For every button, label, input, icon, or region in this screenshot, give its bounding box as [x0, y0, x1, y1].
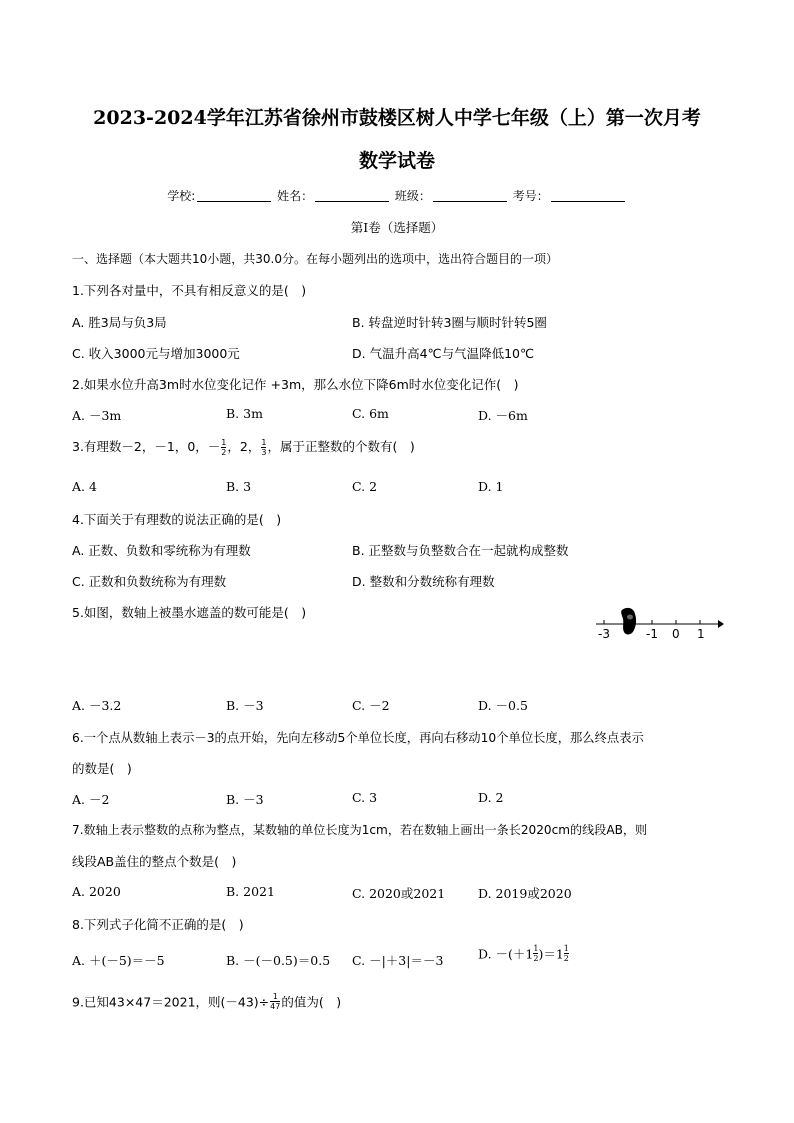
q3-stem-part-a: 3.有理数－2，－1，0，－ — [72, 439, 221, 454]
question-4-stem: 4.下面关于有理数的说法正确的是( ) — [72, 512, 282, 527]
q4-option-d: D. 整数和分数统称有理数 — [352, 574, 495, 589]
q3-fraction-2: $\frac{1}{3}$ — [261, 438, 267, 457]
q6-option-d: D. 2 — [478, 790, 504, 805]
q7-option-c: C. 2020或2021 — [352, 886, 446, 901]
q1-option-a: A. 胜3局与负3局 — [72, 315, 167, 330]
q5-option-b: B. －3 — [226, 698, 264, 713]
axis-label-neg1: -1 — [646, 627, 658, 641]
number-blank[interactable] — [551, 189, 625, 202]
question-1-stem: 1.下列各对量中，不具有相反意义的是( ) — [72, 283, 307, 298]
q1-option-c: C. 收入3000元与增加3000元 — [72, 346, 240, 361]
q4-option-c: C. 正数和负数统称为有理数 — [72, 574, 227, 589]
q8-option-d — [478, 944, 569, 963]
q4-option-b: B. 正整数与负整数合在一起就构成整数 — [352, 543, 569, 558]
class-blank[interactable] — [433, 189, 507, 202]
question-7-stem-line1: 7.数轴上表示整数的点称为整点，某数轴的单位长度为1cm，若在数轴上画出一条长2020cm的线段AB，则 — [72, 823, 648, 837]
q3-option-c: C. 2 — [352, 479, 378, 494]
q9-stem-part-b: 的值为( ) — [281, 994, 342, 1010]
question-6-stem-line1: 6.一个点从数轴上表示－3的点开始，先向左移动5个单位长度，再向右移动10个单位长度，那么终点表示 — [72, 731, 644, 745]
question-7-stem-line2: 线段AB盖住的整点个数是( ) — [72, 854, 237, 869]
q5-option-a: A. －3.2 — [72, 698, 122, 713]
question-8-stem: 8.下列式子化简不正确的是( ) — [72, 917, 244, 932]
axis-label-neg3: -3 — [598, 627, 610, 641]
q3-option-a: A. 4 — [72, 479, 97, 494]
q8-option-a: A. ＋(－5)＝－5 — [72, 953, 165, 968]
q7-option-d: D. 2019或2020 — [478, 886, 572, 901]
q2-option-a: A. －3m — [72, 408, 122, 423]
q5-option-d: D. －0.5 — [478, 698, 528, 713]
q8-d-part-b: )＝1 — [538, 946, 564, 962]
question-9-stem — [72, 992, 341, 1011]
question-3-stem — [72, 437, 415, 457]
q2-option-b: B. 3m — [226, 406, 263, 421]
q3-stem-part-c: ，属于正整数的个数有( ) — [267, 439, 415, 454]
q7-option-a: A. 2020 — [72, 884, 121, 899]
section-heading: 一、选择题（本大题共10小题，共30.0分。在每小题列出的选项中，选出符合题目的一项） — [72, 252, 558, 266]
q8-d-fraction-1: $\frac{1}{2}$ — [533, 944, 539, 963]
q1-option-b: B. 转盘逆时针转3圈与顺时针转5圈 — [352, 315, 547, 330]
q5-option-c: C. －2 — [352, 698, 390, 713]
number-label: 考号： — [512, 189, 549, 203]
q2-option-d: D. －6m — [478, 408, 528, 423]
q3-fraction-1: $\frac{1}{2}$ — [221, 438, 227, 457]
number-line-arrow — [718, 620, 724, 628]
q3-stem-part-b: ，2， — [227, 439, 261, 454]
q6-option-a: A. －2 — [72, 792, 110, 807]
ink-blot-highlight — [627, 615, 633, 620]
question-2-stem: 2.如果水位升高3m时水位变化记作 +3m，那么水位下降6m时水位变化记作( ) — [72, 377, 519, 392]
axis-label-1: 1 — [697, 627, 705, 641]
name-blank[interactable] — [315, 189, 389, 202]
ink-blot-icon — [621, 608, 636, 635]
school-blank[interactable] — [197, 189, 271, 202]
q8-d-fraction-2: $\frac{1}{2}$ — [563, 944, 569, 963]
name-label: 姓名： — [277, 189, 314, 203]
q3-option-d: D. 1 — [478, 479, 504, 494]
q6-option-c: C. 3 — [352, 790, 378, 805]
q9-fraction: $\frac{1}{47}$ — [270, 992, 281, 1011]
q4-option-a: A. 正数、负数和零统称为有理数 — [72, 543, 251, 558]
q1-option-d: D. 气温升高4℃与气温降低10℃ — [352, 346, 535, 361]
axis-label-0: 0 — [672, 627, 680, 641]
q2-option-c: C. 6m — [352, 406, 389, 421]
student-info-line — [0, 187, 794, 204]
question-5-stem: 5.如图，数轴上被墨水遮盖的数可能是( ) — [72, 605, 307, 620]
exam-title-line1: 2023-2024学年江苏省徐州市鼓楼区树人中学七年级（上）第一次月考 — [93, 107, 701, 129]
question-6-stem-line2: 的数是( ) — [72, 761, 132, 776]
q8-option-c: C. －|＋3|＝－3 — [352, 953, 444, 968]
exam-title-line2: 数学试卷 — [358, 150, 435, 172]
q3-option-b: B. 3 — [226, 479, 252, 494]
school-label: 学校: — [167, 189, 196, 203]
number-line-figure — [594, 604, 724, 648]
q6-option-b: B. －3 — [226, 792, 264, 807]
q9-stem-part-a: 9.已知43×47＝2021，则(－43)÷ — [72, 994, 270, 1010]
q7-option-b: B. 2021 — [226, 884, 275, 899]
q8-option-b: B. －(－0.5)＝0.5 — [226, 953, 331, 968]
volume-heading: 第I卷（选择题） — [350, 220, 444, 235]
class-label: 班级： — [394, 189, 431, 203]
q8-d-part-a: D. －(＋1 — [478, 946, 534, 962]
